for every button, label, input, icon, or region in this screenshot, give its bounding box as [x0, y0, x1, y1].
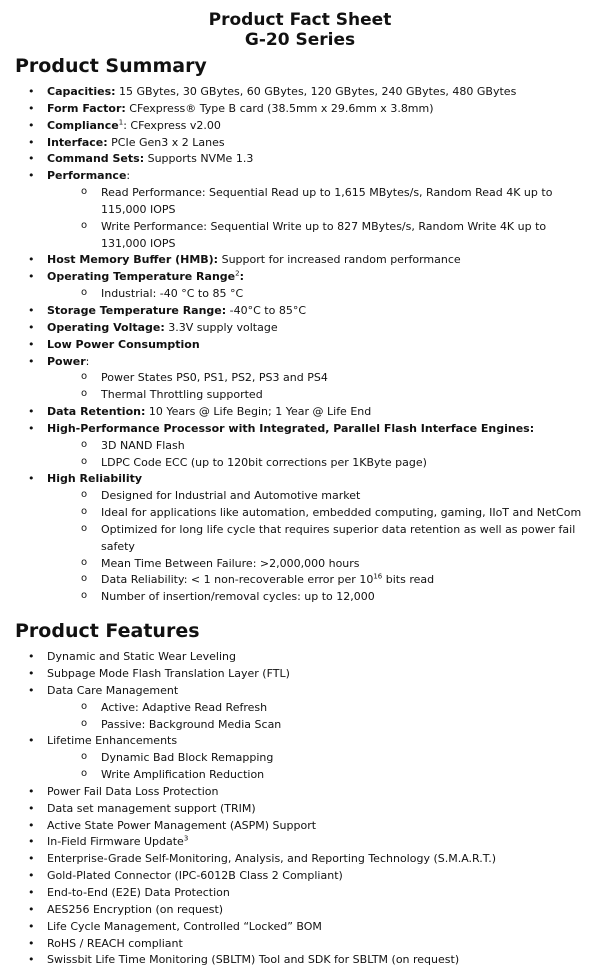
sub-list-item: o Number of insertion/removal cycles: up to 12,000 [0, 589, 600, 606]
sub-list-item: o Active: Adaptive Read Refresh [0, 700, 600, 717]
feature-list-item [0, 902, 600, 919]
sub-list-item [0, 572, 600, 589]
feature-item-text: End-to-End (E2E) Data Protection [47, 885, 230, 899]
summary-list-item [0, 471, 600, 488]
feature-item-text: Data set management support (TRIM) [47, 801, 256, 815]
summary-item-label: Power [47, 354, 86, 368]
summary-list-item [0, 269, 600, 286]
sub-list-item: o Read Performance: Sequential Read up to 1,615 MBytes/s, Random Read 4K up to 115,000 IOPS [0, 185, 600, 219]
feature-item-text: Data Care Management [47, 683, 179, 697]
summary-list-item [0, 320, 600, 337]
summary-item-label: Command Sets: [47, 152, 145, 166]
product-features-list [0, 649, 600, 969]
feature-item-text: Active State Power Management (ASPM) Support [47, 818, 317, 832]
sub-list-item: o Dynamic Bad Block Remapping [0, 750, 600, 767]
feature-list-item [0, 666, 600, 683]
summary-list-item [0, 354, 600, 371]
feature-item-text: Lifetime Enhancements [47, 734, 178, 748]
feature-list-item [0, 885, 600, 902]
sub-list-item: o Write Performance: Sequential Write up to 827 MBytes/s, Random Write 4K up to 131,000 IOPS [0, 219, 600, 253]
feature-list-item [0, 683, 600, 700]
product-features-heading: Product Features [15, 620, 200, 643]
summary-list-item [0, 151, 600, 168]
sub-list-item: o Ideal for applications like automation, embedded computing, gaming, IIoT and NetCom [0, 505, 600, 522]
feature-item-text: RoHS / REACH compliant [47, 936, 183, 950]
summary-item-label-end: : [239, 270, 244, 284]
summary-list-item [0, 168, 600, 185]
summary-list-item [0, 337, 600, 354]
footnote-marker: 1 [118, 118, 124, 127]
summary-list-item [0, 404, 600, 421]
feature-list-item [0, 801, 600, 818]
feature-item-text: In-Field Firmware Update [47, 835, 184, 849]
summary-item-label: Performance [47, 169, 127, 183]
summary-list-item [0, 303, 600, 320]
sub-list-item: o Optimized for long life cycle that requires superior data retention as well as power fail safety [0, 522, 600, 556]
summary-item-label: Data Retention: [47, 405, 146, 419]
page-title: Product Fact Sheet [208, 10, 392, 30]
sub-item-text: bits read [382, 573, 435, 587]
feature-list-item [0, 936, 600, 953]
summary-item-text: Support for increased random performance [218, 253, 461, 267]
summary-item-text: 10 Years @ Life Begin; 1 Year @ Life End [145, 405, 372, 419]
product-summary-heading: Product Summary [15, 55, 207, 77]
sub-list-item: o Passive: Background Media Scan [0, 717, 600, 734]
summary-item-label: Operating Temperature Range [47, 270, 236, 284]
sub-list-item: o Mean Time Between Failure: >2,000,000 hours [0, 556, 600, 573]
feature-item-text: Power Fail Data Loss Protection [47, 784, 219, 798]
feature-list-item [0, 818, 600, 835]
summary-list-item [0, 101, 600, 118]
sub-list-item: o LDPC Code ECC (up to 120bit corrections per 1KByte page) [0, 455, 600, 472]
summary-item-label: Operating Voltage: [47, 320, 165, 334]
summary-list-item [0, 135, 600, 152]
summary-item-text: : [126, 169, 131, 183]
page-subtitle: G-20 Series [244, 30, 356, 50]
feature-item-text: Dynamic and Static Wear Leveling [47, 650, 236, 664]
product-summary-list [0, 84, 600, 606]
summary-item-text: : [85, 354, 90, 368]
summary-list-item [0, 84, 600, 101]
feature-item-text: Gold-Plated Connector (IPC-6012B Class 2 Compliant) [47, 869, 343, 883]
summary-list-item [0, 118, 600, 135]
summary-item-label: Interface: [47, 135, 108, 149]
summary-item-text: : CFexpress v2.00 [123, 118, 221, 132]
feature-list-item [0, 868, 600, 885]
feature-list-item [0, 952, 600, 969]
feature-item-text: AES256 Encryption (on request) [47, 902, 224, 916]
feature-item-text: Subpage Mode Flash Translation Layer (FTL) [47, 667, 290, 680]
summary-item-label: High Reliability [47, 472, 143, 486]
footnote-marker: 2 [235, 269, 240, 278]
feature-item-text: Swissbit Life Time Monitoring (SBLTM) Tool and SDK for SBLTM (on request) [47, 953, 460, 967]
summary-item-label: Capacities: [47, 85, 116, 98]
feature-list-item [0, 851, 600, 868]
sub-list-item: o 3D NAND Flash [0, 438, 600, 455]
feature-list-item [0, 784, 600, 801]
sub-list-item: o Write Amplification Reduction [0, 767, 600, 784]
summary-item-label: Storage Temperature Range: [47, 303, 227, 317]
summary-item-label: High-Performance Processor with Integrated, Parallel Flash Interface Engines: [47, 421, 535, 435]
summary-list-item [0, 252, 600, 269]
summary-item-label: Low Power Consumption [47, 337, 200, 351]
summary-item-text: Supports NVMe 1.3 [144, 152, 254, 166]
summary-item-label: Form Factor: [47, 101, 126, 115]
feature-list-item [0, 649, 600, 666]
sub-item-text: Data Reliability: < 1 non-recoverable error per 10 [101, 573, 374, 587]
sub-list-item: o Power States PS0, PS1, PS2, PS3 and PS4 [0, 370, 600, 387]
feature-list-item [0, 834, 600, 851]
feature-item-text: Enterprise-Grade Self-Monitoring, Analysis, and Reporting Technology (S.M.A.R.T.) [47, 852, 496, 866]
feature-item-text: Life Cycle Management, Controlled “Locked” BOM [47, 919, 322, 933]
summary-item-label: Host Memory Buffer (HMB): [47, 253, 219, 267]
summary-item-text: PCIe Gen3 x 2 Lanes [107, 135, 225, 149]
feature-list-item [0, 919, 600, 936]
feature-list-item [0, 733, 600, 750]
exponent: 16 [373, 572, 383, 581]
footnote-marker: 3 [183, 834, 189, 843]
summary-list-item [0, 421, 600, 438]
sub-list-item: o Industrial: -40 °C to 85 °C [0, 286, 600, 303]
sub-list-item: o Designed for Industrial and Automotive market [0, 488, 600, 505]
summary-item-text: CFexpress® Type B card (38.5mm x 29.6mm x 3.8mm) [125, 101, 434, 115]
summary-item-text: 15 GBytes, 30 GBytes, 60 GBytes, 120 GBytes, 240 GBytes, 480 GBytes [115, 85, 517, 98]
summary-item-label: Compliance [47, 118, 119, 132]
summary-item-text: 3.3V supply voltage [164, 320, 278, 334]
summary-item-text: -40°C to 85°C [226, 303, 307, 317]
sub-list-item: o Thermal Throttling supported [0, 387, 600, 404]
